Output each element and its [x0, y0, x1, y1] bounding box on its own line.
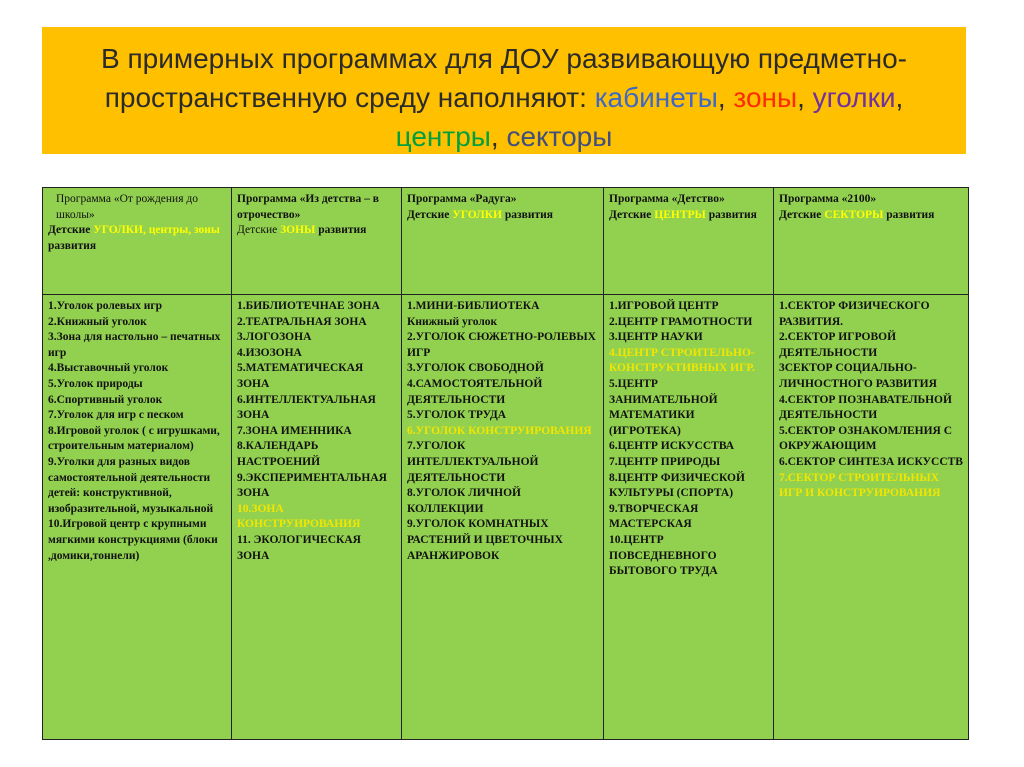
list-item: 8.КАЛЕНДАРЬ НАСТРОЕНИЙ	[237, 440, 321, 468]
list-item: 8.ЦЕНТР ФИЗИЧЕСКОЙ КУЛЬТУРЫ (СПОРТА)	[609, 471, 745, 500]
list-item: 5.УГОЛОК ТРУДА	[407, 409, 507, 422]
list-item: 1.Уголок ролевых игр	[48, 300, 162, 312]
title-line-1	[42, 39, 966, 78]
title-line-1-text: В примерных программах для ДОУ развивающую предметно-	[101, 43, 907, 74]
title-word-zones: зоны	[733, 82, 798, 113]
item-list	[48, 299, 226, 564]
label-suffix: развития	[705, 208, 757, 221]
column-list	[402, 295, 604, 740]
title-line-3	[42, 117, 966, 156]
label-suffix: развития	[883, 208, 935, 221]
label-suffix: развития	[501, 208, 553, 221]
item-list	[407, 299, 598, 564]
list-item: 9.УГОЛОК КОМНАТНЫХ РАСТЕНИЙ И ЦВЕТОЧНЫХ АРАНЖИРОВОК	[407, 518, 563, 562]
column-list	[232, 295, 402, 740]
label-prefix: Детские	[779, 208, 825, 221]
list-item: 5.Уголок природы	[48, 377, 143, 390]
title-line-2	[42, 78, 966, 117]
column-list	[604, 295, 774, 740]
header-label	[609, 208, 768, 224]
list-item: 6.УГОЛОК КОНСТРУИРОВАНИЯ	[407, 424, 592, 437]
programs-table	[42, 187, 969, 740]
list-item: 10.ЗОНА КОНСТРУИРОВАНИЯ	[237, 502, 361, 531]
list-item: 11. ЭКОЛОГИЧЕСКАЯ ЗОНА	[237, 533, 361, 562]
label-suffix: развития	[315, 224, 367, 237]
title-sep: ,	[895, 82, 904, 113]
list-item: 8.УГОЛОК ЛИЧНОЙ КОЛЛЕКЦИИ	[407, 487, 521, 515]
program-name: Программа «2100»	[779, 193, 877, 205]
label-suffix: развития	[48, 239, 97, 252]
title-word-sectors: секторы	[506, 121, 613, 152]
list-item: 5.МАТЕМАТИЧЕСКАЯ ЗОНА	[237, 362, 364, 390]
list-item: 4.САМОСТОЯТЕЛЬНОЙ ДЕЯТЕЛЬНОСТИ	[407, 377, 543, 406]
item-list	[779, 299, 963, 502]
list-item: 7.ЗОНА ИМЕННИКА	[237, 424, 352, 437]
label-prefix: Детские	[237, 224, 281, 237]
list-item: 2.Книжный уголок	[48, 315, 147, 328]
list-item: 3.ЛОГОЗОНА	[237, 331, 312, 344]
program-name: Программа «Из детства – в отрочество»	[237, 193, 379, 221]
header-label	[407, 208, 598, 224]
list-item: 2.ЦЕНТР ГРАМОТНОСТИ	[609, 315, 753, 328]
header-cell	[774, 188, 969, 295]
header-label	[48, 223, 226, 254]
list-item: 3.ЦЕНТР НАУКИ	[609, 331, 703, 344]
list-item: 4.ИЗОЗОНА	[237, 346, 302, 359]
list-item: 7.СЕКТОР СТРОИТЕЛЬНЫХ ИГР И КОНСТРУИРОВАНИЯ	[779, 471, 941, 500]
list-item: 3.Зона для настольно – печатных игр	[48, 331, 221, 359]
list-item: 2.ТЕАТРАЛЬНАЯ ЗОНА	[237, 315, 367, 328]
list-item: 3СЕКТОР СОЦИАЛЬНО-ЛИЧНОСТНОГО РАЗВИТИЯ	[779, 362, 937, 390]
list-item: 9.ЭКСПЕРИМЕНТАЛЬНАЯ ЗОНА	[237, 471, 387, 500]
list-item: 4.СЕКТОР ПОЗНАВАТЕЛЬНОЙ ДЕЯТЕЛЬНОСТИ	[779, 393, 952, 422]
title-word-centers: центры	[395, 121, 491, 152]
label-highlight: СЕКТОРЫ	[824, 208, 884, 221]
title-line-2-text: пространственную среду наполняют:	[104, 82, 595, 113]
title-sep: ,	[797, 82, 813, 113]
list-item: 4.ЦЕНТР СТРОИТЕЛЬНО-КОНСТРУКТИВНЫХ ИГР.	[609, 346, 755, 375]
label-prefix: Детские	[609, 208, 655, 221]
program-name: Программа «Радуга»	[407, 193, 517, 205]
header-label	[237, 223, 396, 239]
title-sep: ,	[717, 82, 734, 113]
slide-title	[42, 27, 966, 154]
header-row	[43, 188, 969, 295]
list-item: 5.ЦЕНТР ЗАНИМАТЕЛЬНОЙ МАТЕМАТИКИ (ИГРОТЕКА)	[609, 377, 718, 437]
list-item: 6.Спортивный уголок	[48, 393, 163, 406]
header-label	[779, 208, 963, 224]
list-item: 10.ЦЕНТР ПОВСЕДНЕВНОГО БЫТОВОГО ТРУДА	[609, 533, 718, 578]
label-highlight: ЗОНЫ	[280, 224, 316, 237]
list-item: 1.МИНИ-БИБЛИОТЕКА	[407, 300, 540, 312]
list-item: 9.Уголки для разных видов самостоятельной деятельности детей: конструктивной, изобразительной, музыкальной	[48, 455, 214, 515]
list-item: 6.ИНТЕЛЛЕКТУАЛЬНАЯ ЗОНА	[237, 393, 376, 422]
list-item: 5.СЕКТОР ОЗНАКОМЛЕНИЯ С ОКРУЖАЮЩИМ	[779, 424, 953, 453]
label-highlight: УГОЛКИ	[452, 208, 502, 221]
list-item: 7.УГОЛОК ИНТЕЛЛЕКТУАЛЬНОЙ ДЕЯТЕЛЬНОСТИ	[407, 440, 539, 484]
label-prefix: Детские	[48, 224, 94, 237]
program-name: Программа «Детство»	[609, 193, 725, 205]
content-row	[43, 295, 969, 740]
list-item: 1.БИБЛИОТЕЧНАЕ ЗОНА	[237, 300, 380, 312]
header-cell	[43, 188, 232, 295]
list-item: 6.ЦЕНТР ИСКУССТВА	[609, 440, 735, 453]
list-item: 3.УГОЛОК СВОБОДНОЙ	[407, 362, 544, 375]
item-list	[609, 299, 768, 580]
list-item: 1.ИГРОВОЙ ЦЕНТР	[609, 300, 719, 312]
list-item: 6.СЕКТОР СИНТЕЗА ИСКУССТВ	[779, 455, 963, 468]
item-list	[237, 299, 396, 564]
column-list	[43, 295, 232, 740]
list-item: 1.СЕКТОР ФИЗИЧЕСКОГО РАЗВИТИЯ.	[779, 300, 930, 328]
list-item: 7.Уголок для игр с песком	[48, 409, 184, 422]
list-item: 2.СЕКТОР ИГРОВОЙ ДЕЯТЕЛЬНОСТИ	[779, 331, 897, 359]
title-sep: ,	[490, 121, 507, 152]
program-name: Программа «От рождения до школы»	[56, 193, 198, 221]
list-item: 8.Игровой уголок ( с игрушками, строительным материалом)	[48, 424, 220, 453]
column-list	[774, 295, 969, 740]
title-word-corners: уголки	[812, 82, 896, 113]
list-item: 7.ЦЕНТР ПРИРОДЫ	[609, 455, 721, 468]
list-item: 10.Игровой центр с крупными мягкими конструкциями (блоки ,домики,тоннели)	[48, 518, 218, 562]
label-highlight: ЦЕНТРЫ	[654, 208, 706, 221]
label-prefix: Детские	[407, 208, 453, 221]
label-highlight: УГОЛКИ, центры, зоны	[93, 224, 220, 237]
list-item: Книжный уголок	[407, 315, 498, 328]
header-cell	[232, 188, 402, 295]
header-cell	[402, 188, 604, 295]
list-item: 2.УГОЛОК СЮЖЕТНО-РОЛЕВЫХ ИГР	[407, 331, 596, 359]
list-item: 9.ТВОРЧЕСКАЯ МАСТЕРСКАЯ	[609, 502, 699, 531]
header-cell	[604, 188, 774, 295]
list-item: 4.Выставочный уголок	[48, 362, 169, 375]
title-word-cabinets: кабинеты	[594, 82, 718, 113]
